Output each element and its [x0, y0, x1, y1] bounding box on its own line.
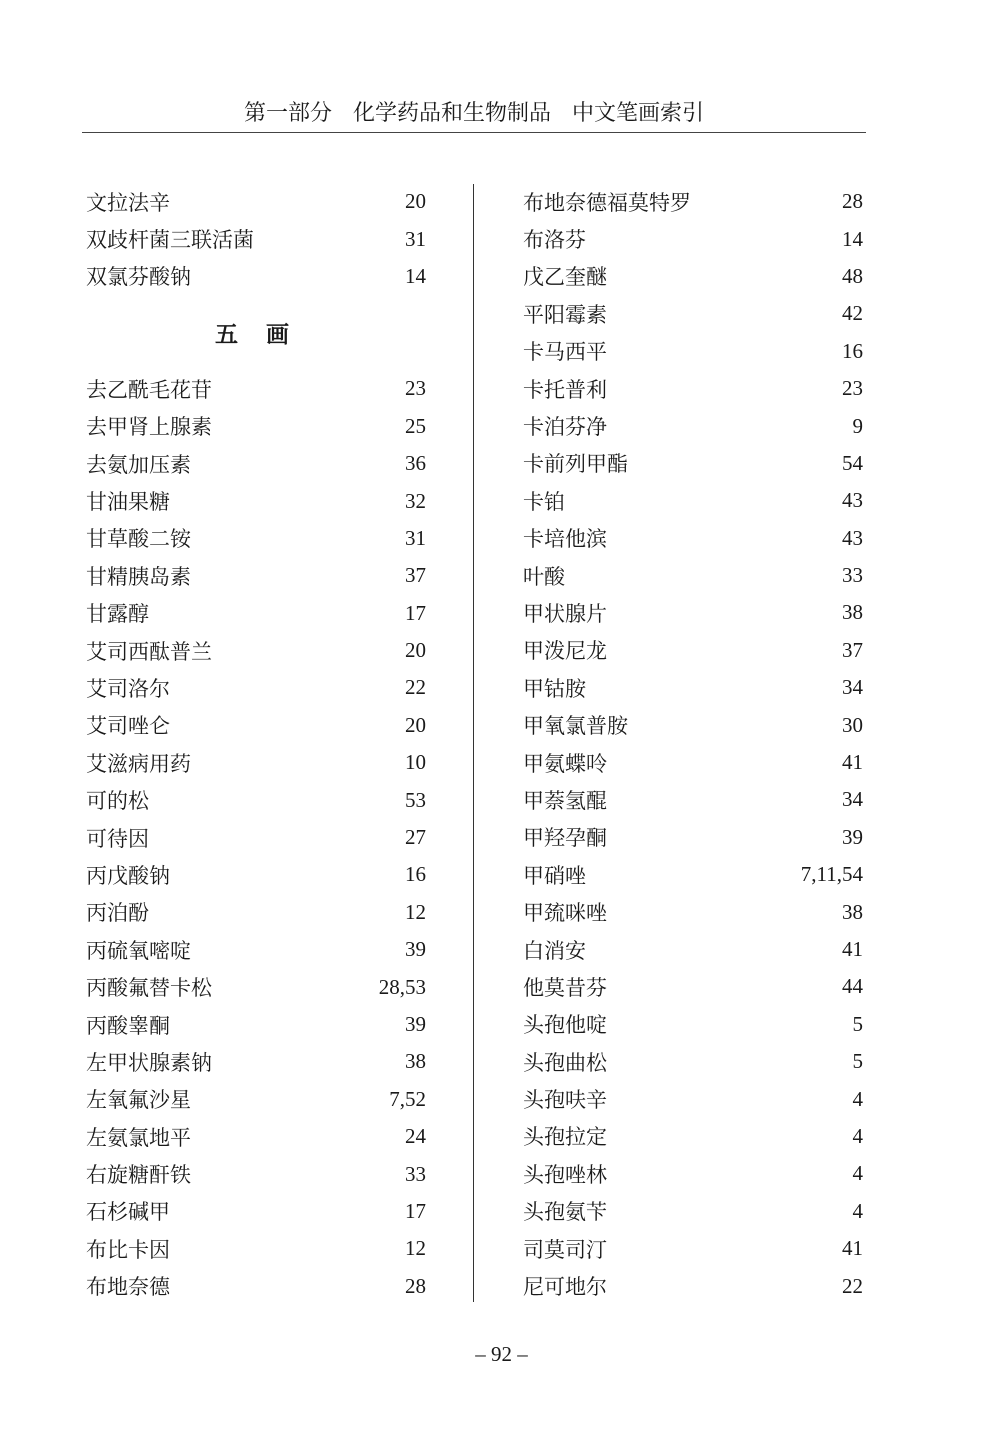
- entry-page: 34: [842, 675, 863, 700]
- entry-name: 叶酸: [523, 564, 565, 589]
- entry-name: 布洛芬: [523, 228, 586, 253]
- index-entry: [523, 1155, 863, 1192]
- entry-page: 38: [405, 1049, 426, 1074]
- entry-page: 39: [842, 824, 863, 849]
- index-entry: [523, 370, 863, 407]
- entry-name: 司莫司汀: [523, 1237, 607, 1262]
- entry-name: 丙戊酸钠: [86, 863, 170, 888]
- index-entry: [86, 781, 426, 818]
- index-entry: [523, 1118, 863, 1155]
- index-entry: [523, 1267, 863, 1304]
- entry-name: 甲羟孕酮: [523, 826, 607, 851]
- column-divider: [473, 184, 474, 1302]
- entry-page: 53: [405, 787, 426, 812]
- index-entry: [86, 968, 426, 1005]
- index-entry: [86, 1081, 426, 1118]
- index-entry: [86, 520, 426, 557]
- index-entry: [86, 1193, 426, 1230]
- index-entry: [523, 220, 863, 257]
- entry-name: 丙酸氟替卡松: [86, 976, 212, 1001]
- entry-page: 25: [405, 413, 426, 438]
- entry-page: 10: [405, 750, 426, 775]
- entry-page: 38: [842, 899, 863, 924]
- entry-page: 22: [842, 1273, 863, 1298]
- index-entry: [523, 258, 863, 295]
- entry-name: 石杉碱甲: [86, 1200, 170, 1225]
- entry-name: 甘油果糖: [86, 490, 170, 515]
- entry-name: 双歧杆菌三联活菌: [86, 228, 254, 253]
- entry-name: 甲泼尼龙: [523, 639, 607, 664]
- index-entry: [86, 819, 426, 856]
- section-heading: 五画: [215, 321, 317, 349]
- index-entry: [86, 557, 426, 594]
- entry-page: 54: [842, 450, 863, 475]
- entry-name: 头孢拉定: [523, 1125, 607, 1150]
- index-entry: [523, 1080, 863, 1117]
- entry-page: 7,52: [389, 1086, 426, 1111]
- entry-page: 33: [405, 1161, 426, 1186]
- index-entry: [86, 482, 426, 519]
- index-entry: [523, 520, 863, 557]
- entry-page: 23: [405, 376, 426, 401]
- entry-page: 20: [405, 712, 426, 737]
- entry-name: 卡铂: [523, 489, 565, 514]
- index-entry: [86, 669, 426, 706]
- entry-name: 艾司唑仑: [86, 714, 170, 739]
- entry-name: 艾司西酞普兰: [86, 639, 212, 664]
- entry-name: 文拉法辛: [86, 190, 170, 215]
- index-entry: [523, 557, 863, 594]
- entry-page: 42: [842, 301, 863, 326]
- index-entry: [523, 333, 863, 370]
- entry-name: 头孢曲松: [523, 1050, 607, 1075]
- entry-page: 17: [405, 600, 426, 625]
- entry-page: 7,11,54: [800, 862, 863, 887]
- index-entry: [86, 1155, 426, 1192]
- index-entry: [86, 856, 426, 893]
- index-entry: [523, 968, 863, 1005]
- entry-page: 23: [842, 376, 863, 401]
- entry-page: 37: [405, 563, 426, 588]
- entry-name: 卡培他滨: [523, 527, 607, 552]
- entry-page: 4: [852, 1161, 863, 1186]
- entry-name: 布地奈德福莫特罗: [523, 190, 691, 215]
- entry-name: 双氯芬酸钠: [86, 265, 191, 290]
- index-entry: [86, 408, 426, 445]
- entry-name: 甲氧氯普胺: [523, 714, 628, 739]
- entry-name: 卡托普利: [523, 377, 607, 402]
- index-entry: [523, 482, 863, 519]
- index-entry: [86, 595, 426, 632]
- entry-name: 布地奈德: [86, 1275, 170, 1300]
- entry-name: 头孢氨苄: [523, 1200, 607, 1225]
- entry-page: 27: [405, 825, 426, 850]
- index-entry: [523, 1230, 863, 1267]
- entry-name: 戊乙奎醚: [523, 265, 607, 290]
- index-entry: [523, 744, 863, 781]
- entry-name: 甘精胰岛素: [86, 564, 191, 589]
- left-column: [86, 183, 426, 1305]
- entry-page: 4: [852, 1198, 863, 1223]
- entry-name: 左甲状腺素钠: [86, 1050, 212, 1075]
- entry-name: 甲状腺片: [523, 601, 607, 626]
- entry-page: 30: [842, 712, 863, 737]
- page-number: – 92 –: [475, 1342, 528, 1366]
- index-entry: [523, 295, 863, 332]
- entry-page: 12: [405, 899, 426, 924]
- entry-page: 5: [852, 1011, 863, 1036]
- entry-page: 4: [852, 1086, 863, 1111]
- header-rule: [82, 132, 866, 133]
- entry-name: 布比卡因: [86, 1237, 170, 1262]
- index-entry: [523, 1043, 863, 1080]
- entry-name: 艾滋病用药: [86, 751, 191, 776]
- right-column: [523, 183, 863, 1305]
- index-entry: [86, 258, 426, 295]
- index-entry: [86, 370, 426, 407]
- index-entry: [523, 632, 863, 669]
- entry-page: 33: [842, 563, 863, 588]
- index-entry: [523, 1193, 863, 1230]
- index-entry: [523, 183, 863, 220]
- index-entry: [86, 744, 426, 781]
- entry-name: 甲巯咪唑: [523, 901, 607, 926]
- entry-name: 甲硝唑: [523, 863, 586, 888]
- entry-name: 左氨氯地平: [86, 1125, 191, 1150]
- entry-page: 41: [842, 750, 863, 775]
- index-entry: [523, 669, 863, 706]
- entry-name: 他莫昔芬: [523, 975, 607, 1000]
- entry-page: 43: [842, 488, 863, 513]
- entry-name: 头孢他啶: [523, 1013, 607, 1038]
- entry-page: 16: [405, 862, 426, 887]
- entry-page: 43: [842, 525, 863, 550]
- entry-name: 卡前列甲酯: [523, 452, 628, 477]
- index-entry: [86, 445, 426, 482]
- entry-name: 丙硫氧嘧啶: [86, 938, 191, 963]
- index-entry: [86, 1268, 426, 1305]
- index-entry: [86, 1006, 426, 1043]
- entry-name: 可的松: [86, 789, 149, 814]
- index-entry: [523, 893, 863, 930]
- entry-page: 38: [842, 600, 863, 625]
- entry-page: 48: [842, 263, 863, 288]
- entry-name: 可待因: [86, 826, 149, 851]
- entry-name: 去甲肾上腺素: [86, 415, 212, 440]
- entry-page: 41: [842, 937, 863, 961]
- index-entry: [86, 183, 426, 220]
- index-entry: [523, 856, 863, 893]
- entry-page: 36: [405, 451, 426, 476]
- entry-name: 尼可地尔: [523, 1275, 607, 1300]
- entry-page: 24: [405, 1124, 426, 1149]
- entry-page: 20: [405, 638, 426, 663]
- index-entry: [86, 931, 426, 968]
- entry-page: 9: [852, 413, 863, 438]
- entry-page: 41: [842, 1236, 863, 1261]
- index-entry: [86, 707, 426, 744]
- index-entry: [86, 1043, 426, 1080]
- entry-page: 12: [405, 1236, 426, 1261]
- index-entry: [86, 1230, 426, 1267]
- entry-page: 28: [842, 189, 863, 214]
- index-entry: [86, 220, 426, 257]
- index-entry: [523, 407, 863, 444]
- entry-name: 左氧氟沙星: [86, 1088, 191, 1113]
- entry-name: 甘露醇: [86, 602, 149, 627]
- index-entry: [523, 594, 863, 631]
- entry-name: 甲钴胺: [523, 676, 586, 701]
- entry-page: 34: [842, 787, 863, 812]
- entry-page: 31: [405, 525, 426, 550]
- running-header: 第一部分 化学药品和生物制品 中文笔画索引: [244, 101, 704, 126]
- index-entry: [86, 1118, 426, 1155]
- entry-name: 甘草酸二铵: [86, 527, 191, 552]
- entry-page: 20: [405, 189, 426, 214]
- entry-page: 44: [842, 974, 863, 999]
- index-entry: [523, 781, 863, 818]
- entry-name: 平阳霉素: [523, 302, 607, 327]
- index-entry: [523, 706, 863, 743]
- entry-name: 白消安: [523, 938, 586, 963]
- entry-name: 丙泊酚: [86, 901, 149, 926]
- entry-page: 5: [852, 1049, 863, 1074]
- index-entry: [523, 1006, 863, 1043]
- entry-page: 16: [842, 338, 863, 363]
- entry-name: 去氨加压素: [86, 452, 191, 477]
- entry-page: 32: [405, 488, 426, 513]
- index-entry: [86, 894, 426, 931]
- entry-page: 39: [405, 937, 426, 962]
- index-entry: [523, 445, 863, 482]
- entry-name: 丙酸睾酮: [86, 1013, 170, 1038]
- entry-page: 4: [852, 1123, 863, 1148]
- entry-page: 28,53: [378, 974, 426, 999]
- entry-page: 39: [405, 1012, 426, 1036]
- entry-page: 14: [842, 226, 863, 251]
- index-entry: [523, 819, 863, 856]
- entry-page: 22: [405, 675, 426, 700]
- entry-name: 艾司洛尔: [86, 676, 170, 701]
- entry-page: 28: [405, 1273, 426, 1298]
- entry-name: 甲氨蝶呤: [523, 751, 607, 776]
- entry-name: 去乙酰毛花苷: [86, 377, 212, 402]
- entry-page: 37: [842, 637, 863, 662]
- entry-name: 右旋糖酐铁: [86, 1163, 191, 1188]
- index-entry: [523, 931, 863, 968]
- entry-name: 甲萘氢醌: [523, 788, 607, 813]
- entry-name: 头孢唑林: [523, 1162, 607, 1187]
- entry-page: 31: [405, 226, 426, 251]
- entry-name: 卡泊芬净: [523, 415, 607, 440]
- entry-name: 头孢呋辛: [523, 1088, 607, 1113]
- entry-name: 卡马西平: [523, 340, 607, 365]
- entry-page: 17: [405, 1198, 426, 1223]
- index-entry: [86, 632, 426, 669]
- entry-page: 14: [405, 263, 426, 288]
